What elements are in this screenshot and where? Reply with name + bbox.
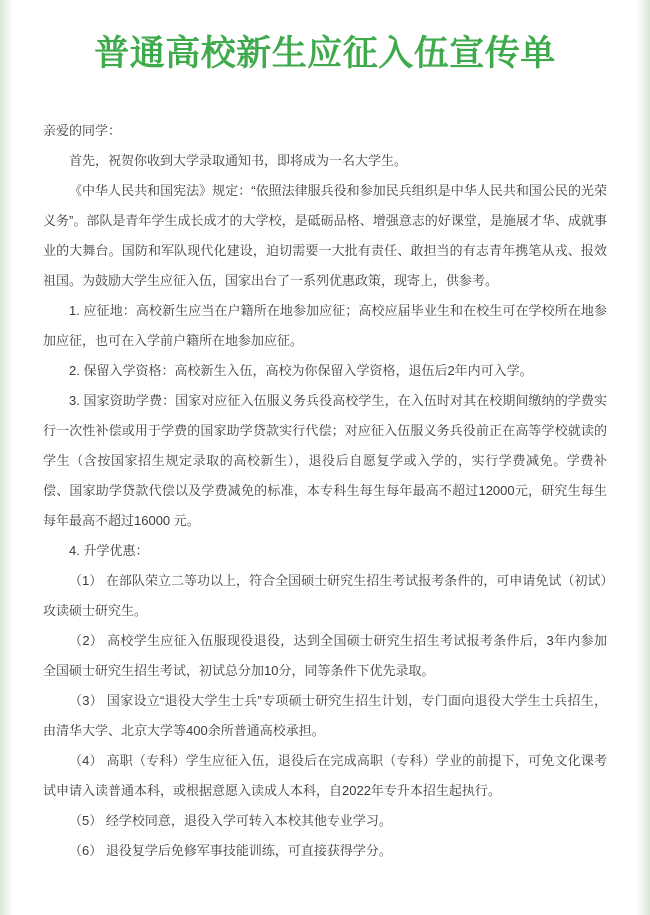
- item-4-further-education-heading: 4. 升学优惠：: [69, 543, 149, 558]
- document-body: [43, 116, 607, 866]
- subitem-3-special-graduate-plan: （3） 国家设立“退役大学生士兵”专项硕士研究生招生计划，专门面向退役大学生士兵招生，由清华大学、北京大学等400余所普通高校承担。: [43, 693, 607, 738]
- right-edge-green-decoration: [636, 0, 650, 915]
- intro-congratulations: 首先，祝贺你收到大学录取通知书，即将成为一名大学生。: [69, 153, 408, 168]
- intro-constitution-policy: 《中华人民共和国宪法》规定：“依照法律服兵役和参加民兵组织是中华人民共和国公民的光荣义务”。部队是青年学生成长成才的大学校，是砥砺品格、增强意志的好课堂，是施展才华、成就事业的大舞台。国防和军队现代化建设，迫切需要一大批有责任、敢担当的有志青年携笔从戎、报效祖国。为鼓励大学生应征入伍，国家出台了一系列优惠政策，现寄上，供参考。: [43, 183, 607, 288]
- subitem-1-merit-exemption: （1） 在部队荣立二等功以上，符合全国硕士研究生招生考试报考条件的，可申请免试（初试）攻读硕士研究生。: [43, 573, 607, 618]
- left-edge-green-decoration: [0, 0, 14, 915]
- subitem-4-vocational-upgrade: （4） 高职（专科）学生应征入伍，退役后在完成高职（专科）学业的前提下，可免文化课考试申请入读普通本科，或根据意愿入读成人本科，自2022年专升本招生起执行。: [43, 753, 607, 798]
- page-title: 普通高校新生应征入伍宣传单: [94, 34, 556, 73]
- subitem-6-military-training-credit: （6） 退役复学后免修军事技能训练，可直接获得学分。: [69, 843, 392, 858]
- subitem-2-exam-bonus-points: （2） 高校学生应征入伍服现役退役，达到全国硕士研究生招生考试报考条件后，3年内参加全国硕士研究生招生考试，初试总分加10分，同等条件下优先录取。: [43, 633, 607, 678]
- item-1-enlistment-place: 1. 应征地：高校新生应当在户籍所在地参加应征；高校应届毕业生和在校生可在学校所在地参加应征，也可在入学前户籍所在地参加应征。: [43, 303, 607, 348]
- item-2-enrollment-reservation: 2. 保留入学资格：高校新生入伍，高校为你保留入学资格，退伍后2年内可入学。: [69, 363, 533, 378]
- item-3-tuition-subsidy: 3. 国家资助学费：国家对应征入伍服义务兵役高校学生，在入伍时对其在校期间缴纳的学费实行一次性补偿或用于学费的国家助学贷款实行代偿；对应征入伍服义务兵役前正在高等学校就读的学生（含按国家招生规定录取的高校新生），退役后自愿复学或入学的，实行学费减免。学费补偿、国家助学贷款代偿以及学费减免的标准，本专科生每生每年最高不超过12000元，研究生每生每年最高不超过16000 元。: [43, 393, 607, 528]
- salutation: 亲爱的同学：: [43, 123, 122, 138]
- subitem-5-major-transfer: （5） 经学校同意，退役入学可转入本校其他专业学习。: [69, 813, 392, 828]
